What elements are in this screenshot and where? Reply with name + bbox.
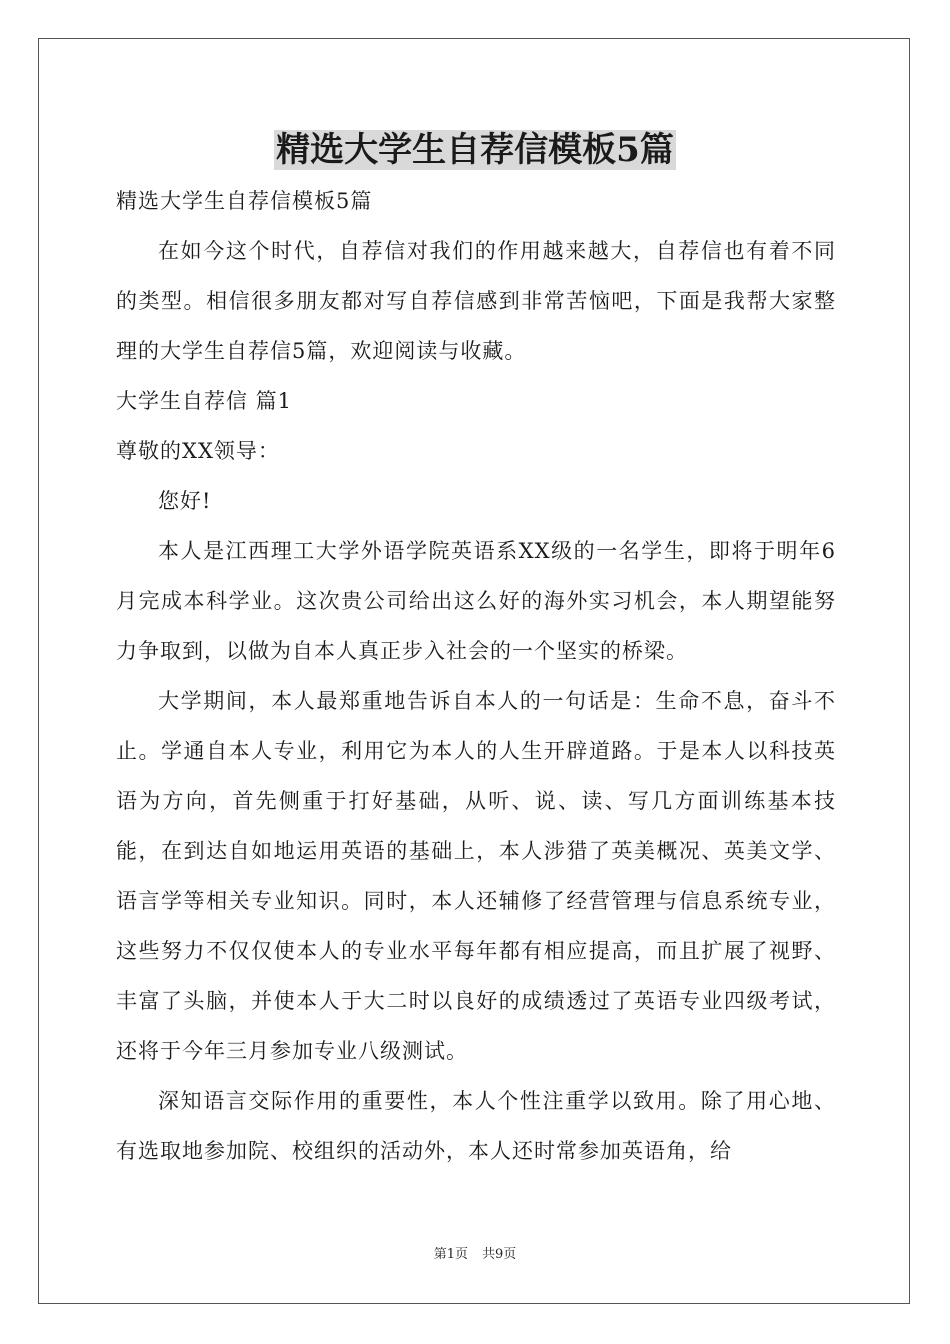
page-total: 共9页	[482, 1247, 517, 1262]
paragraph: 您好!	[158, 489, 212, 513]
paragraph: 大学期间，本人最郑重地告诉自本人的一句话是：生命不息，奋斗不止。学通自本人专业，利用它为本人的人生开辟道路。于是本人以科技英语为方向，首先侧重于打好基础，从听、说、读、写几方面训练基本技能，在到达自如地运用英语的基础上，本人涉猎了英美概况、英美文学、语言学等相关专业知识。同时，本人还辅修了经营管理与信息系统专业，这些努力不仅仅使本人的专业水平每年都有相应提高，而且扩展了视野、丰富了头脑，并使本人于大二时以良好的成绩透过了英语专业四级考试，还将于今年三月参加专业八级测试。	[116, 689, 836, 1063]
paragraph: 尊敬的XX领导：	[116, 439, 280, 463]
paragraph: 深知语言交际作用的重要性，本人个性注重学以致用。除了用心地、有选取地参加院、校组织的活动外，本人还时常参加英语角，给	[116, 1089, 836, 1163]
document-title	[0, 128, 950, 172]
page-footer	[0, 1246, 950, 1264]
document-body	[116, 176, 836, 1176]
paragraph: 在如今这个时代，自荐信对我们的作用越来越大，自荐信也有着不同的类型。相信很多朋友都对写自荐信感到非常苦恼吧，下面是我帮大家整理的大学生自荐信5篇，欢迎阅读与收藏。	[116, 239, 836, 363]
paragraph: 大学生自荐信 篇1	[116, 389, 293, 413]
page-number: 第1页	[433, 1247, 468, 1262]
paragraph: 精选大学生自荐信模板5篇	[116, 189, 373, 213]
paragraph: 本人是江西理工大学外语学院英语系XX级的一名学生，即将于明年6月完成本科学业。这次贵公司给出这么好的海外实习机会，本人期望能努力争取到，以做为自本人真正步入社会的一个坚实的桥梁。	[116, 539, 836, 663]
document-title-text: 精选大学生自荐信模板5篇	[276, 130, 674, 170]
